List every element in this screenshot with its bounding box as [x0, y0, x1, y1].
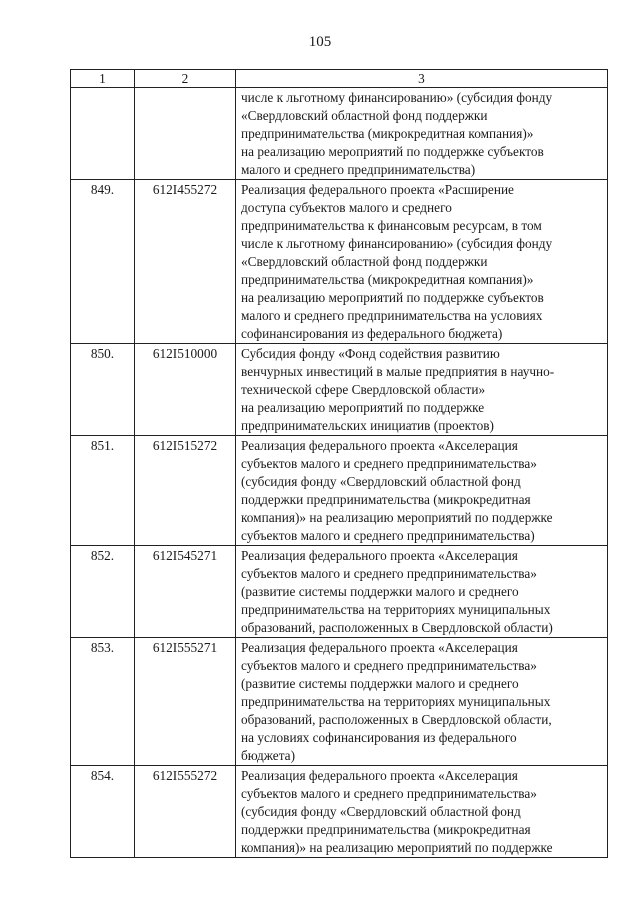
- description-line: Реализация федерального проекта «Акселерация: [241, 768, 518, 783]
- description-line: на реализацию мероприятий по поддержке субъектов: [241, 144, 544, 159]
- description-line: образований, расположенных в Свердловской области): [241, 620, 553, 635]
- row-number: 849.: [71, 180, 135, 344]
- row-number: [71, 88, 135, 180]
- description-line: (развитие системы поддержки малого и среднего: [241, 676, 519, 691]
- target-article-code: 612I455272: [135, 180, 236, 344]
- article-description: [236, 88, 608, 180]
- description-line: поддержки предпринимательства (микрокредитная: [241, 492, 531, 507]
- article-description: [236, 766, 608, 858]
- target-article-code: [135, 88, 236, 180]
- description-line: на условиях софинансирования из федерального: [241, 730, 517, 745]
- description-line: (субсидия фонду «Свердловский областной фонд: [241, 474, 521, 489]
- article-description: [236, 344, 608, 436]
- description-line: малого и среднего предпринимательства): [241, 162, 476, 177]
- row-number: 850.: [71, 344, 135, 436]
- table-row: [71, 436, 608, 546]
- description-line: предпринимательства (микрокредитная компания)»: [241, 126, 534, 141]
- header-col-2: 2: [135, 70, 236, 88]
- article-description: [236, 180, 608, 344]
- description-line: предпринимательства на территориях муниципальных: [241, 694, 551, 709]
- description-line: софинансирования из федерального бюджета): [241, 326, 503, 341]
- description-line: Реализация федерального проекта «Акселерация: [241, 548, 518, 563]
- description-line: (субсидия фонду «Свердловский областной фонд: [241, 804, 521, 819]
- target-article-code: 612I515272: [135, 436, 236, 546]
- description-line: малого и среднего предпринимательства на условиях: [241, 308, 543, 323]
- page-number: 105: [308, 34, 332, 50]
- description-line: субъектов малого и среднего предпринимательства»: [241, 658, 537, 673]
- table-row: [71, 88, 608, 180]
- description-line: «Свердловский областной фонд поддержки: [241, 108, 488, 123]
- description-line: субъектов малого и среднего предпринимательства): [241, 528, 535, 543]
- table-body: [71, 88, 608, 858]
- description-line: компания)» на реализацию мероприятий по поддержке: [241, 840, 553, 855]
- header-col-3: 3: [236, 70, 608, 88]
- target-article-code: 612I545271: [135, 546, 236, 638]
- table-row: [71, 766, 608, 858]
- table-header-row: [71, 70, 608, 88]
- description-line: на реализацию мероприятий по поддержке субъектов: [241, 290, 544, 305]
- description-line: Субсидия фонду «Фонд содействия развитию: [241, 346, 500, 361]
- header-col-1: 1: [71, 70, 135, 88]
- description-line: (развитие системы поддержки малого и среднего: [241, 584, 519, 599]
- row-number: 853.: [71, 638, 135, 766]
- row-number: 851.: [71, 436, 135, 546]
- description-line: Реализация федерального проекта «Расширение: [241, 182, 514, 197]
- article-description: [236, 436, 608, 546]
- description-line: Реализация федерального проекта «Акселерация: [241, 438, 518, 453]
- table-row: [71, 638, 608, 766]
- row-number: 854.: [71, 766, 135, 858]
- table-row: [71, 344, 608, 436]
- description-line: поддержки предпринимательства (микрокредитная: [241, 822, 531, 837]
- description-line: числе к льготному финансированию» (субсидия фонду: [241, 236, 553, 251]
- description-line: «Свердловский областной фонд поддержки: [241, 254, 488, 269]
- row-number: 852.: [71, 546, 135, 638]
- description-line: доступа субъектов малого и среднего: [241, 200, 452, 215]
- description-line: предпринимательских инициатив (проектов): [241, 418, 494, 433]
- description-line: предпринимательства к финансовым ресурсам, в том: [241, 218, 542, 233]
- description-line: субъектов малого и среднего предпринимательства»: [241, 456, 537, 471]
- description-line: Реализация федерального проекта «Акселерация: [241, 640, 518, 655]
- description-line: образований, расположенных в Свердловской области,: [241, 712, 552, 727]
- description-line: бюджета): [241, 748, 296, 763]
- description-line: числе к льготному финансированию» (субсидия фонду: [241, 90, 553, 105]
- description-line: на реализацию мероприятий по поддержке: [241, 400, 485, 415]
- description-line: предпринимательства (микрокредитная компания)»: [241, 272, 534, 287]
- target-article-code: 612I555271: [135, 638, 236, 766]
- article-description: [236, 638, 608, 766]
- description-line: субъектов малого и среднего предпринимательства»: [241, 786, 537, 801]
- target-article-code: 612I510000: [135, 344, 236, 436]
- description-line: венчурных инвестиций в малые предприятия в научно-: [241, 364, 555, 379]
- description-line: компания)» на реализацию мероприятий по поддержке: [241, 510, 553, 525]
- description-line: субъектов малого и среднего предпринимательства»: [241, 566, 537, 581]
- table-row: [71, 546, 608, 638]
- article-description: [236, 546, 608, 638]
- description-line: предпринимательства на территориях муниципальных: [241, 602, 551, 617]
- budget-classification-table: [70, 69, 608, 858]
- target-article-code: 612I555272: [135, 766, 236, 858]
- table-row: [71, 180, 608, 344]
- description-line: технической сфере Свердловской области»: [241, 382, 486, 397]
